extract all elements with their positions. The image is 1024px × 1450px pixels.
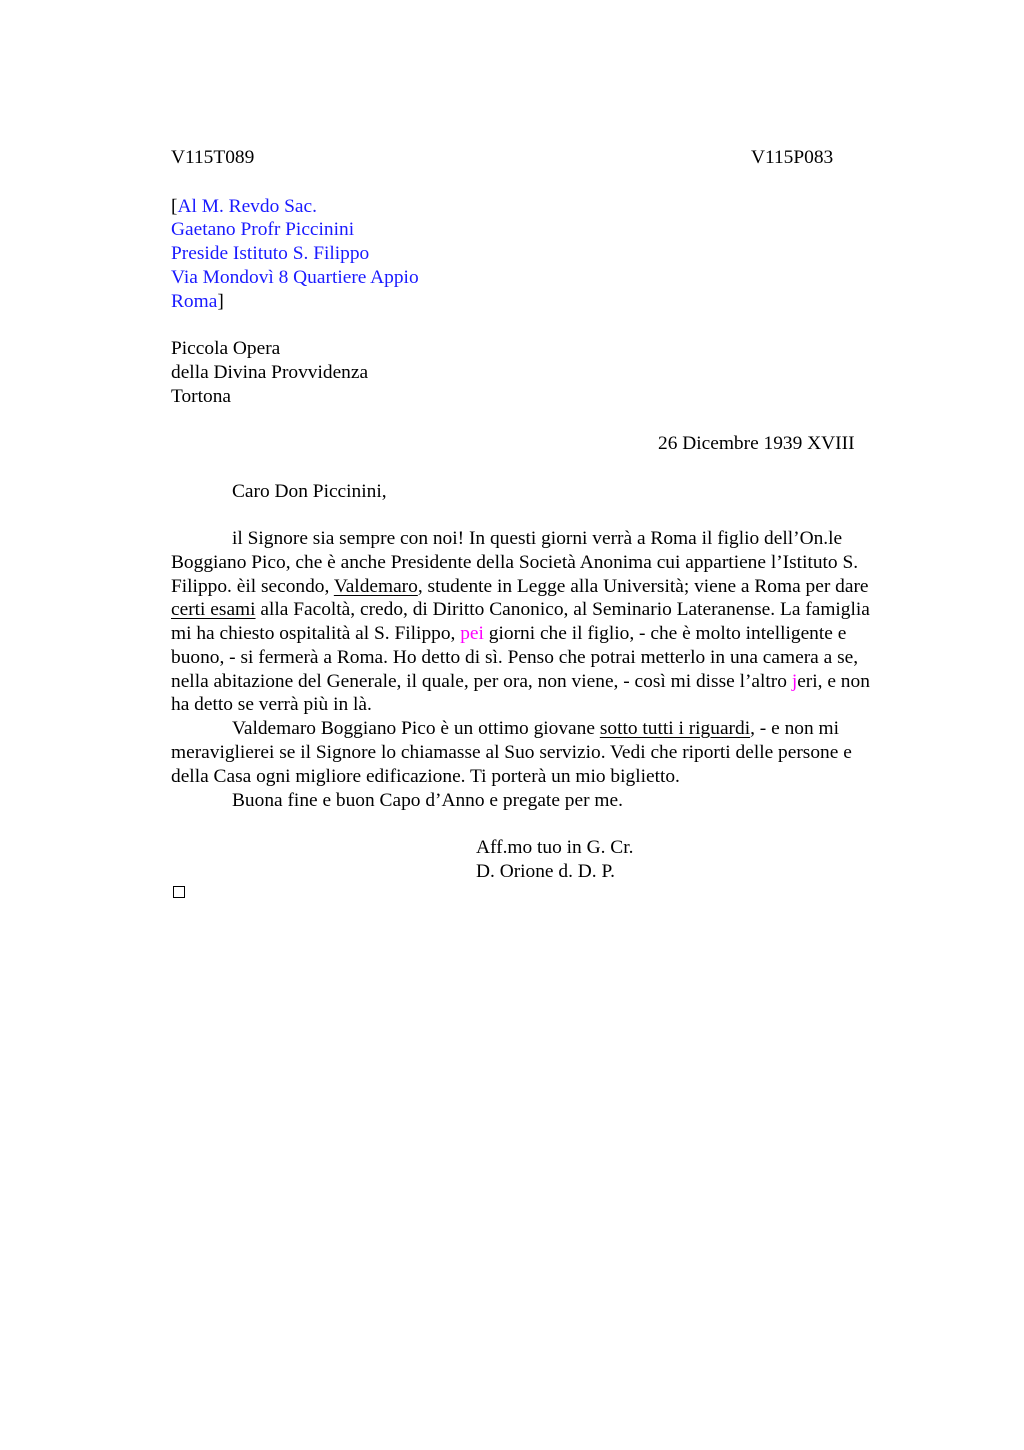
- body-p2-line-3: della Casa ogni migliore edificazione. Ti porterà un mio biglietto.: [171, 766, 680, 787]
- closing-line-1: Aff.mo tuo in G. Cr.: [476, 837, 634, 858]
- body-p2-line-1: [232, 717, 839, 741]
- body-p1-line-5-b: giorni che il figlio, - che è molto intelligente e: [483, 623, 847, 644]
- underlined-sotto-tutti-i-riguardi: sotto tutti i riguardi: [599, 718, 751, 739]
- signature-line: D. Orione d. D. P.: [476, 861, 615, 882]
- salutation: Caro Don Piccinini,: [232, 481, 387, 502]
- address-text-5: Roma: [171, 291, 218, 312]
- body-p1-line-3-b: , studente in Legge alla Università; viene a Roma per dare: [417, 576, 869, 597]
- underlined-valdemaro: Valdemaro: [333, 576, 418, 597]
- address-text-1: Al M. Revdo Sac.: [177, 196, 317, 217]
- address-line-4: Via Mondovì 8 Quartiere Appio: [171, 267, 419, 288]
- checkbox-marker-icon: [173, 886, 185, 898]
- address-line-3: Preside Istituto S. Filippo: [171, 243, 370, 264]
- body-p1-line-5-a: mi ha chiesto ospitalità al S. Filippo,: [171, 623, 461, 644]
- body-p2-line-2: meraviglierei se il Signore lo chiamasse al Suo servizio. Vedi che riporti delle persone e: [171, 742, 852, 763]
- body-p1-line-3: [171, 575, 869, 599]
- body-p1-line-1: il Signore sia sempre con noi! In questi giorni verrà a Roma il figlio dell’On.le: [232, 528, 843, 549]
- underlined-certi-esami: certi esami: [171, 599, 256, 620]
- letterhead-line-3: Tortona: [171, 386, 232, 407]
- correction-j: j: [791, 671, 798, 692]
- correction-pei: pei: [460, 623, 484, 644]
- document-code-left: V115T089: [171, 147, 255, 168]
- address-close-bracket: ]: [217, 291, 224, 312]
- address-line-2: Gaetano Profr Piccinini: [171, 219, 355, 240]
- letterhead-line-1: Piccola Opera: [171, 338, 281, 359]
- body-p1-line-7-a: nella abitazione del Generale, il quale, per ora, non viene, - così mi disse l’altro: [171, 671, 792, 692]
- body-p2-line-1-a: Valdemaro Boggiano Pico è un ottimo giovane: [232, 718, 600, 739]
- address-line-5: [171, 290, 224, 314]
- letterhead-line-2: della Divina Provvidenza: [171, 362, 369, 383]
- body-p1-line-4-b: alla Facoltà, credo, di Diritto Canonico, al Seminario Lateranense. La famiglia: [255, 599, 870, 620]
- body-p1-line-4: [171, 598, 870, 622]
- body-p3-line-1: Buona fine e buon Capo d’Anno e pregate per me.: [232, 790, 623, 811]
- body-p1-line-8: ha detto se verrà più in là.: [171, 694, 372, 715]
- address-open-bracket: [: [171, 196, 178, 217]
- body-p1-line-6: buono, - si fermerà a Roma. Ho detto di sì. Penso che potrai metterlo in una camera a se,: [171, 647, 859, 668]
- body-p2-line-1-b: , - e non mi: [750, 718, 839, 739]
- body-p1-line-3-a: Filippo. èil secondo,: [171, 576, 334, 597]
- address-line-1: [171, 195, 317, 219]
- document-code-right: V115P083: [751, 147, 834, 168]
- letter-date: 26 Dicembre 1939 XVIII: [658, 433, 855, 454]
- body-p1-line-7: [171, 670, 870, 694]
- body-p1-line-7-b: eri, e non: [797, 671, 870, 692]
- body-p1-line-2: Boggiano Pico, che è anche Presidente della Società Anonima cui appartiene l’Istituto S.: [171, 552, 859, 573]
- body-p1-line-5: [171, 622, 846, 646]
